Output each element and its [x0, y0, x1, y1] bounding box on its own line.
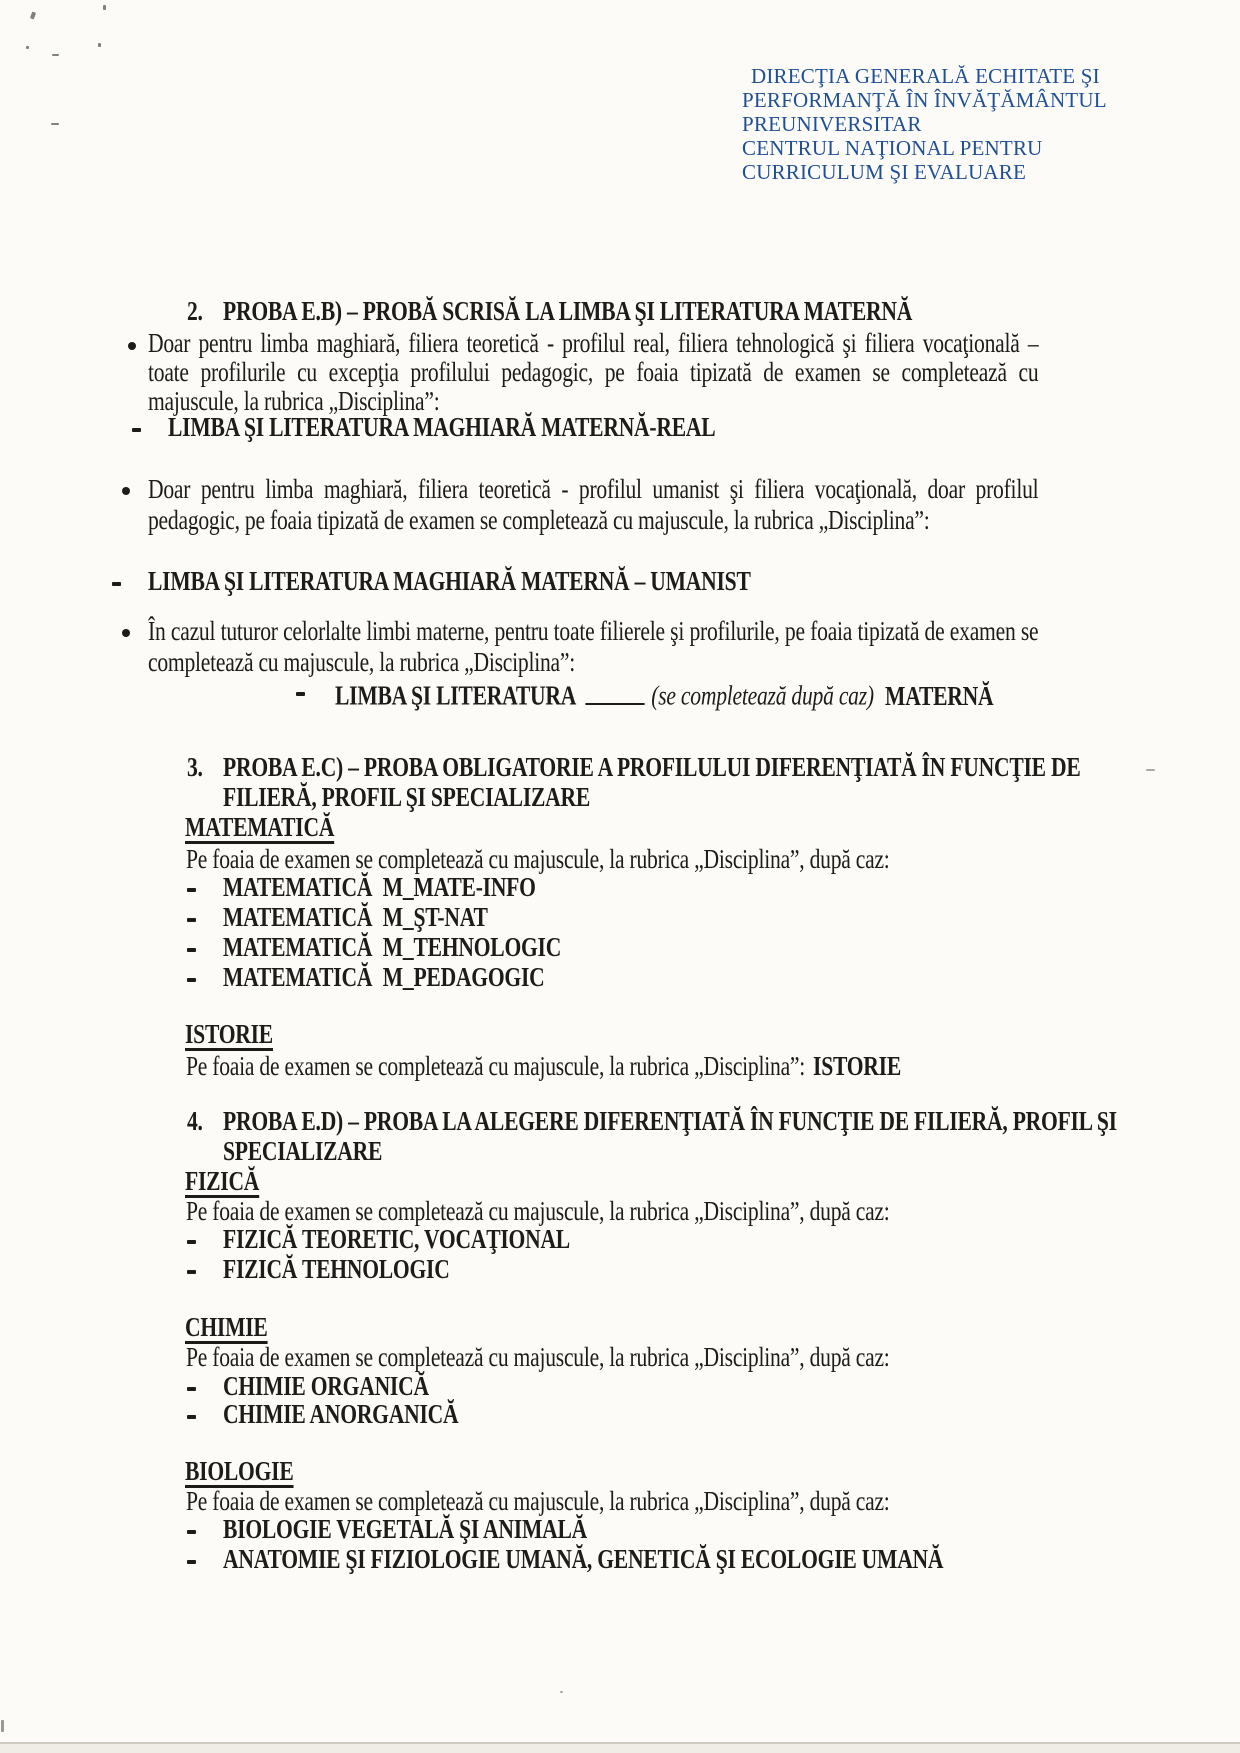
biologie-intro: Pe foaia de examen se completează cu majuscule, la rubrica „Disciplina”, după caz:	[186, 1486, 890, 1516]
scan-speck	[103, 5, 106, 10]
dash-bullet	[187, 918, 196, 922]
scan-speck	[51, 123, 59, 125]
section-4-title: PROBA E.D) – PROBA LA ALEGERE DIFERENŢIATĂ ÎN FUNCŢIE DE FILIERĂ, PROFIL ŞI SPECIALIZARE	[223, 1106, 1117, 1166]
section-4-number: 4.	[187, 1106, 203, 1136]
discipline-item-fill-in	[335, 677, 993, 711]
chimie-intro: Pe foaia de examen se completează cu majuscule, la rubrica „Disciplina”, după caz:	[186, 1342, 890, 1372]
dash-bullet	[187, 1270, 196, 1274]
dash-bullet	[187, 1387, 196, 1391]
discipline-item-mate-info: MATEMATICĂ M_MATE-INFO	[223, 872, 536, 902]
scan-speck	[560, 1691, 563, 1693]
letterhead-line: DIRECŢIA GENERALĂ ECHITATE ŞI	[751, 64, 1100, 88]
letterhead-line: PREUNIVERSITAR	[742, 112, 922, 136]
discipline-item-biologie-vegetala: BIOLOGIE VEGETALĂ ŞI ANIMALĂ	[223, 1514, 587, 1544]
section-3-title: PROBA E.C) – PROBA OBLIGATORIE A PROFILULUI DIFERENŢIATĂ ÎN FUNCŢIE DE FILIERĂ, PROFIL ŞI SPECIALIZARE	[223, 752, 1081, 812]
discipline-item-fizica-teoretic: FIZICĂ TEORETIC, VOCAŢIONAL	[223, 1224, 570, 1254]
subject-heading-chimie: CHIMIE	[185, 1312, 268, 1342]
bullet-dot	[128, 342, 136, 350]
discipline-item-anatomie: ANATOMIE ŞI FIZIOLOGIE UMANĂ, GENETICĂ ŞI ECOLOGIE UMANĂ	[223, 1544, 944, 1574]
fill-in-suffix: MATERNĂ	[885, 680, 994, 711]
dash-bullet	[187, 888, 196, 892]
dash-bullet	[187, 1530, 196, 1534]
istorie-intro-line	[186, 1051, 901, 1081]
scan-speck	[26, 46, 29, 49]
letterhead	[742, 64, 1107, 184]
section-2-bullet-1-text: Doar pentru limba maghiară, filiera teoretică - profilul real, filiera tehnologică şi filiera vocaţională – toate profilurile cu excepţia profilului pedagogic, pe foaia tipizată de examen se completează cu majuscule, la rubrica „Disciplina”:	[148, 328, 1039, 416]
discipline-item-pedagogic: MATEMATICĂ M_PEDAGOGIC	[223, 962, 545, 992]
section-2-bullet-2-text: Doar pentru limba maghiară, filiera teoretică - profilul umanist şi filiera vocaţională, doar profilul pedagogic, pe foaia tipizată de examen se completează cu majuscule, la rubrica „Disciplina”:	[148, 474, 1039, 535]
dash-bullet	[187, 1415, 196, 1419]
discipline-item-chimie-anorganica: CHIMIE ANORGANICĂ	[223, 1399, 459, 1429]
istorie-value: ISTORIE	[813, 1051, 901, 1081]
dash-bullet	[112, 582, 121, 586]
page-bottom-strip	[0, 1744, 1240, 1753]
scan-speck	[52, 54, 59, 56]
discipline-item-tehnologic: MATEMATICĂ M_TEHNOLOGIC	[223, 932, 562, 962]
dash-bullet	[187, 1240, 196, 1244]
subject-heading-fizica: FIZICĂ	[185, 1166, 260, 1196]
dash-bullet	[187, 978, 196, 982]
dash-bullet	[132, 428, 141, 432]
discipline-item-chimie-organica: CHIMIE ORGANICĂ	[223, 1371, 429, 1401]
discipline-item-maghiara-real: LIMBA ŞI LITERATURA MAGHIARĂ MATERNĂ-REAL	[168, 412, 716, 442]
scan-speck	[98, 43, 101, 47]
matematica-intro: Pe foaia de examen se completează cu majuscule, la rubrica „Disciplina”, după caz:	[186, 844, 890, 874]
scan-speck	[1146, 769, 1155, 771]
blank-line	[586, 677, 645, 705]
scan-speck	[30, 12, 36, 20]
istorie-intro: Pe foaia de examen se completează cu majuscule, la rubrica „Disciplina”:	[186, 1051, 806, 1081]
subject-heading-matematica: MATEMATICĂ	[185, 812, 335, 842]
section-2-number: 2.	[187, 296, 203, 326]
fizica-intro: Pe foaia de examen se completează cu majuscule, la rubrica „Disciplina”, după caz:	[186, 1196, 890, 1226]
dash-bullet	[187, 1560, 196, 1564]
letterhead-line: CENTRUL NAŢIONAL PENTRU	[742, 136, 1043, 160]
subject-heading-biologie: BIOLOGIE	[185, 1456, 294, 1486]
fill-in-prefix: LIMBA ŞI LITERATURA	[335, 680, 577, 711]
dash-bullet	[187, 948, 196, 952]
subject-heading-istorie: ISTORIE	[185, 1019, 273, 1049]
bullet-dot	[122, 629, 130, 637]
discipline-item-st-nat: MATEMATICĂ M_ŞT-NAT	[223, 902, 488, 932]
discipline-item-maghiara-umanist: LIMBA ŞI LITERATURA MAGHIARĂ MATERNĂ – UMANIST	[148, 566, 751, 596]
scan-speck	[1, 1720, 4, 1732]
letterhead-line: CURRICULUM ŞI EVALUARE	[742, 160, 1027, 184]
section-2-bullet-3-text: În cazul tuturor celorlalte limbi materne, pentru toate filierele şi profilurile, pe foaia tipizată de examen se completează cu majuscule, la rubrica „Disciplina”:	[148, 616, 1039, 677]
fill-in-note: (se completează după caz)	[651, 680, 874, 711]
dash-bullet	[296, 692, 305, 696]
bullet-dot	[122, 487, 130, 495]
section-2-title: PROBA E.B) – PROBĂ SCRISĂ LA LIMBA ŞI LITERATURA MATERNĂ	[223, 296, 913, 326]
section-3-number: 3.	[187, 752, 203, 782]
discipline-item-fizica-tehnologic: FIZICĂ TEHNOLOGIC	[223, 1254, 450, 1284]
letterhead-line: PERFORMANŢĂ ÎN ÎNVĂŢĂMÂNTUL	[742, 88, 1107, 112]
